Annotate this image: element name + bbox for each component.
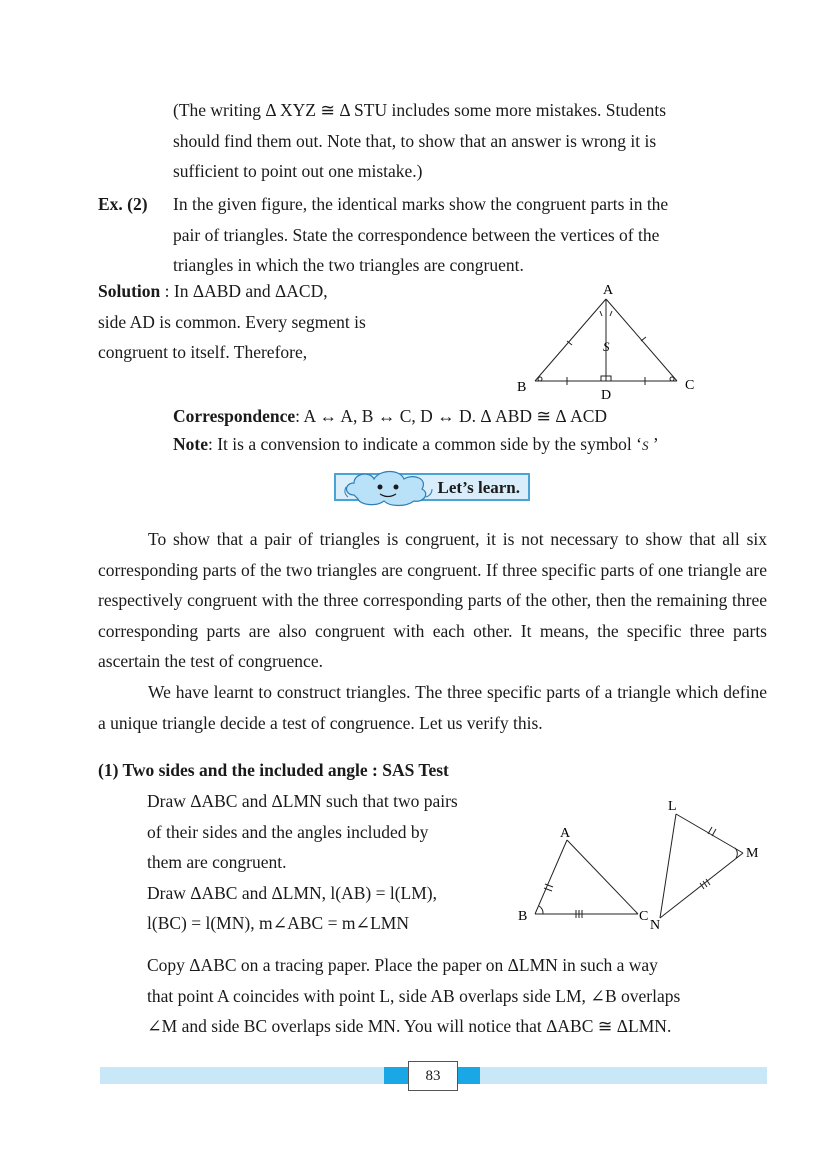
intro-note-line: sufficient to point out one mistake.) (173, 161, 423, 181)
sas-line: them are congruent. (147, 852, 287, 872)
correspondence-line: Correspondence: A ↔ A, B ↔ C, D ↔ D. Δ ABD ≅ Δ ACD (173, 406, 608, 426)
sas-line: Draw ΔABC and ΔLMN, l(AB) = l(LM), (147, 882, 437, 903)
side-ln (660, 814, 676, 918)
figure-triangles-abc-lmn (510, 792, 770, 937)
label-m: M (746, 846, 759, 861)
sas-final-text (147, 950, 767, 1042)
label-a: A (560, 826, 571, 841)
solution-line-1: Solution : In ΔABD and ΔACD, (98, 281, 328, 301)
note-line: Note: It is a convension to indicate a common side by the symbol ‘S ’ (173, 434, 659, 454)
label-a: A (603, 283, 614, 298)
label-b: B (517, 380, 527, 395)
side-ab (535, 840, 567, 914)
label-c: C (639, 909, 649, 924)
note-symbol: S (642, 438, 649, 453)
correspondence-label: Correspondence (173, 406, 296, 426)
note-label: Note (173, 434, 208, 454)
sas-final-line: Copy ΔABC on a tracing paper. Place the paper on ΔLMN in such a way (147, 955, 658, 975)
label-l: L (668, 799, 677, 814)
sas-final-line: ∠M and side BC overlaps side MN. You will notice that ΔABC ≅ ΔLMN. (147, 1016, 672, 1036)
intro-note-line: should find them out. Note that, to show that an answer is wrong it is (173, 130, 657, 151)
side-ac (567, 840, 638, 914)
cloud-mascot-icon (340, 467, 436, 507)
solution-line-2: side AD is common. Every segment is (98, 311, 366, 332)
sas-heading: (1) Two sides and the included angle : SAS Test (98, 760, 449, 780)
label-d: D (601, 388, 612, 403)
intro-note-line: (The writing Δ XYZ ≅ Δ STU includes some more mistakes. Students (173, 100, 667, 120)
example-text (173, 189, 767, 281)
solution-label: Solution (98, 281, 161, 301)
intro-note (173, 95, 767, 187)
angle-b-mark (538, 377, 542, 381)
label-n: N (650, 918, 661, 933)
label-b: B (518, 909, 528, 924)
side-ab (535, 299, 606, 381)
figure-triangle-abd-acd (505, 280, 710, 405)
solution-block (98, 276, 423, 368)
sas-text (147, 786, 500, 939)
angle-c-mark (670, 377, 674, 381)
paragraph-2: We have learnt to construct triangles. The three specific parts of a triangle which define a unique triangle decide a test of congruence. Let us verify this. (98, 682, 767, 733)
example-line: triangles in which the two triangles are congruent. (173, 255, 524, 275)
lets-learn-badge (334, 473, 530, 501)
sas-line: l(BC) = l(MN), m∠ABC = m∠LMN (147, 913, 409, 933)
sas-final-line: that point A coincides with point L, side AB overlaps side LM, ∠B overlaps (147, 985, 681, 1006)
common-side-symbol: S (603, 339, 610, 354)
example-line: pair of triangles. State the correspondence between the vertices of the (173, 224, 660, 245)
side-lm (676, 814, 743, 853)
solution-line-3: congruent to itself. Therefore, (98, 342, 308, 362)
sas-line: of their sides and the angles included by (147, 821, 429, 842)
paragraph-1: To show that a pair of triangles is congruent, it is not necessary to show that all six corresponding parts of the two triangles are congruent. If three specific parts of one triangle are respectively congruent with the three corresponding parts of the other, then the remaining three corresponding parts are also congruent with each other. It means, the specific three parts ascertain the test of congruence. (98, 529, 767, 671)
page-number: 83 (408, 1061, 458, 1091)
label-c: C (685, 378, 695, 393)
example-label: Ex. (2) (98, 194, 148, 214)
lets-learn-label: Let’s learn. (437, 478, 520, 497)
sas-line: Draw ΔABC and ΔLMN such that two pairs (147, 791, 458, 811)
example-line: In the given figure, the identical marks show the congruent parts in the (173, 194, 669, 214)
